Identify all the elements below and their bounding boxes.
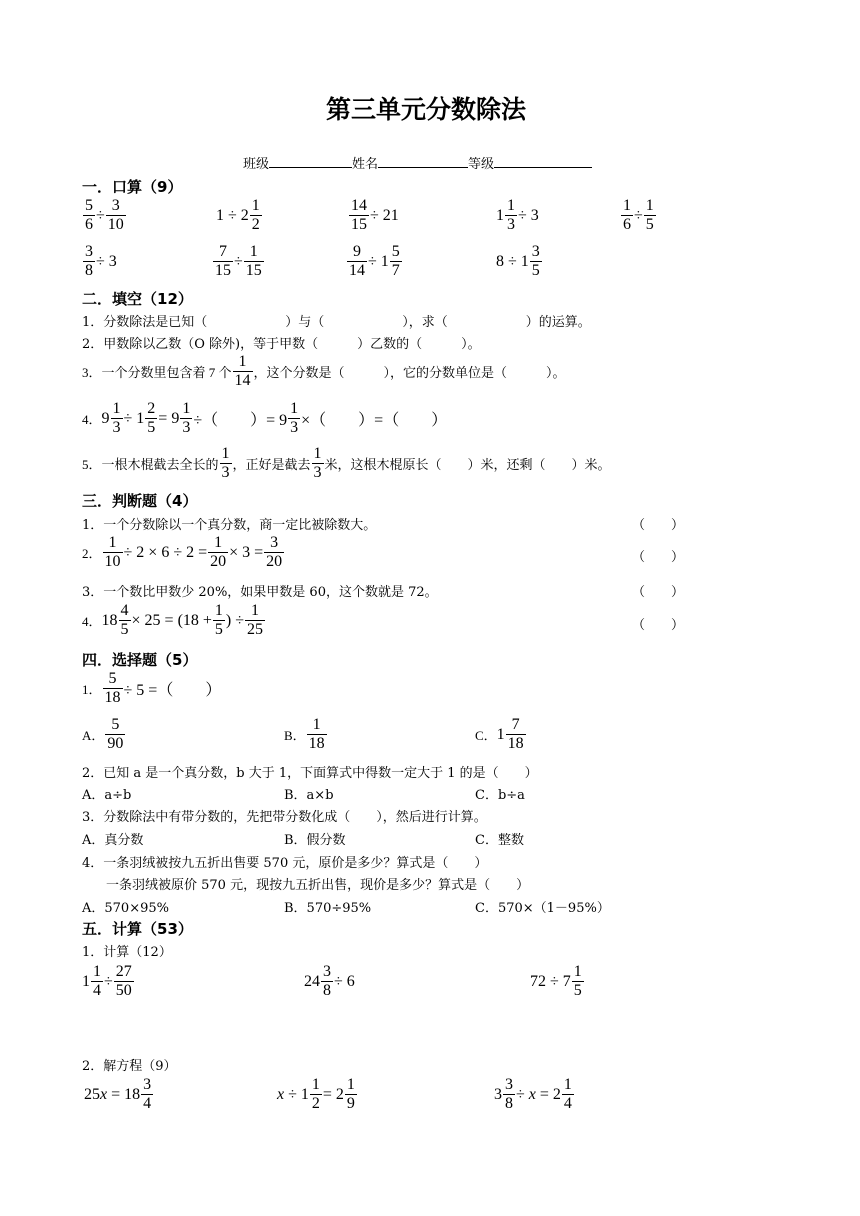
calc-problem-2: 24 $\frac{3}{8}$ ÷ 6 [304, 963, 355, 999]
name-field[interactable] [378, 167, 468, 168]
choice-option-4a[interactable]: A．570×95% [82, 901, 169, 916]
oral-problem-8: $\frac{9}{14}$ ÷ 1 $\frac{5}{7}$ [349, 243, 400, 279]
choice-option-2a[interactable]: A．a÷b [82, 788, 132, 803]
calc-problem-1: 1 $\frac{1}{4}$ ÷ $\frac{27}{50}$ [82, 963, 132, 999]
choice-option-3a[interactable]: A．真分数 [82, 833, 144, 848]
oral-problem-3: $\frac{14}{15}$ ÷ 21 [351, 197, 399, 233]
oral-problem-7: $\frac{7}{15}$ ÷ $\frac{1}{15}$ [215, 243, 262, 279]
choice-question-1: 1． $\frac{5}{18}$ ÷ 5 =（ ） [82, 670, 222, 706]
choice-option-1c[interactable]: C． 1 $\frac{7}{18}$ [475, 716, 524, 752]
oral-problem-4: 1 $\frac{1}{3}$ ÷ 3 [496, 197, 539, 233]
judge-question-3: 3．一个数比甲数少 20%，如果甲数是 60，这个数就是 72。 [82, 585, 438, 600]
oral-problem-5: $\frac{1}{6}$ ÷ $\frac{1}{5}$ [623, 197, 654, 233]
calc-problem-3: 72 ÷ 7 $\frac{1}{5}$ [530, 963, 582, 999]
judge-question-1: 1．一个分数除以一个真分数，商一定比被除数大。 [82, 518, 377, 533]
oral-problem-9: 8 ÷ 1 $\frac{3}{5}$ [496, 243, 540, 279]
judge-answer-paren-3[interactable]: （ ） [632, 585, 685, 600]
oral-problem-2: 1 ÷ 2 $\frac{1}{2}$ [216, 197, 260, 233]
judge-question-4: 4． 18 $\frac{4}{5}$ × 25 = (18 + $\frac{1}{5}$ ) ÷ $\frac{1}{25}$ [82, 602, 264, 638]
judge-question-2: 2． $\frac{1}{10}$ ÷ 2 × 6 ÷ 2 = $\frac{1}{20}$ × 3 = $\frac{3}{20}$ [82, 534, 283, 570]
fill-question-3: 3．一个分数里包含着 7 个 $\frac{1}{14}$ ，这个分数是（ ），它的分数单位是（ ）。 [82, 353, 566, 389]
fill-question-5: 5．一根木棍截去全长的 $\frac{1}{3}$ ，正好是截去 $\frac{1}{3}$ 米，这根木棍原长（ ）米，还剩（ ）米。 [82, 445, 611, 481]
choice-option-1b[interactable]: B． $\frac{1}{18}$ [284, 716, 325, 752]
judge-answer-paren-4[interactable]: （ ） [632, 618, 685, 633]
choice-question-4-part2: 一条羽绒被原价 570 元，现按九五折出售，现价是多少？算式是（ ） [106, 878, 530, 893]
choice-question-4-part1: 4．一条羽绒被按九五折出售要 570 元，原价是多少？算式是（ ） [82, 856, 488, 871]
calc-subheading-equations: 2．解方程（9） [82, 1059, 177, 1074]
section-heading-calculation: 五．计算（53） [82, 920, 193, 938]
student-info-line [243, 153, 592, 172]
section-heading-fill-blank: 二．填空（12） [82, 290, 193, 308]
calc-subheading-compute: 1．计算（12） [82, 945, 172, 960]
fill-question-2: 2．甲数除以乙数（O 除外)，等于甲数（ ）乙数的（ ）。 [82, 337, 481, 352]
oral-problem-1: $\frac{5}{6}$ ÷ $\frac{3}{10}$ [85, 197, 124, 233]
page-title: 第三单元分数除法 [326, 95, 527, 124]
choice-option-4b[interactable]: B．570÷95% [284, 901, 372, 916]
choice-option-2c[interactable]: C．b÷a [475, 788, 525, 803]
oral-problem-6: $\frac{3}{8}$ ÷ 3 [85, 243, 117, 279]
section-heading-multiple-choice: 四．选择题（5） [82, 651, 198, 669]
choice-option-1a[interactable]: A． $\frac{5}{90}$ [82, 716, 124, 752]
choice-option-3b[interactable]: B．假分数 [284, 833, 346, 848]
grade-label: 等级 [468, 157, 495, 172]
section-heading-true-false: 三．判断题（4） [82, 492, 198, 510]
judge-answer-paren-1[interactable]: （ ） [632, 518, 685, 533]
name-label: 姓名 [352, 157, 379, 172]
equation-2: x ÷ 1 $\frac{1}{2}$ = 2 $\frac{1}{9}$ [277, 1076, 355, 1112]
class-label: 班级 [243, 157, 270, 172]
fill-question-1: 1．分数除法是已知（ ）与（ ），求（ ）的运算。 [82, 315, 591, 330]
equation-3: 3 $\frac{3}{8}$ ÷ x = 2 $\frac{1}{4}$ [494, 1076, 572, 1112]
fill-question-4: 4． 9 $\frac{1}{3}$ ÷ 1 $\frac{2}{5}$ = 9 $\frac{1}{3}$ ÷（ ）= 9 $\frac{1}{3}$ ×（ ）=（ ） [82, 400, 448, 436]
class-field[interactable] [269, 167, 352, 168]
choice-option-2b[interactable]: B．a×b [284, 788, 334, 803]
section-heading-oral: 一．口算（9） [82, 178, 183, 196]
equation-1: 25 x = 18 $\frac{3}{4}$ [84, 1076, 152, 1112]
judge-answer-paren-2[interactable]: （ ） [632, 550, 685, 565]
choice-option-3c[interactable]: C．整数 [475, 833, 524, 848]
grade-field[interactable] [494, 167, 592, 168]
choice-question-3: 3．分数除法中有带分数的，先把带分数化成（ ），然后进行计算。 [82, 810, 487, 825]
choice-option-4c[interactable]: C．570×（1－95%） [475, 901, 610, 916]
choice-question-2: 2．已知 a 是一个真分数，b 大于 1，下面算式中得数一定大于 1 的是（ ） [82, 766, 538, 781]
